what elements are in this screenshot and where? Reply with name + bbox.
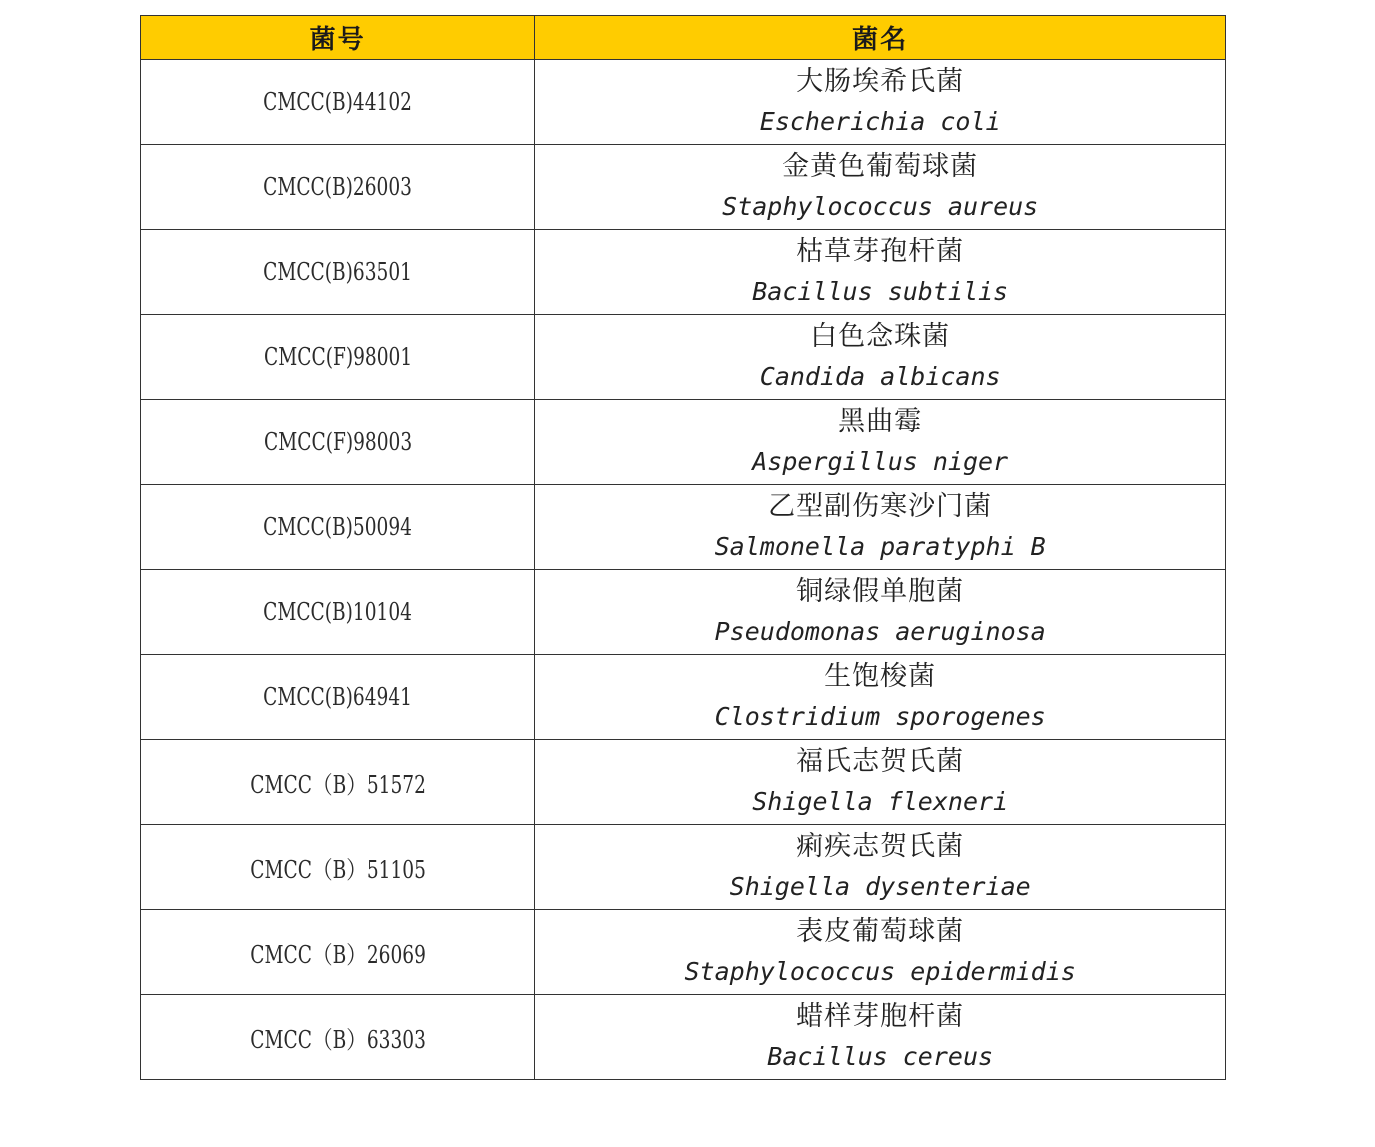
strain-name-chinese: 黑曲霉 bbox=[838, 406, 923, 437]
table-row bbox=[141, 740, 1226, 825]
strain-id: CMCC(B)10104 bbox=[263, 598, 413, 626]
strain-id-cell bbox=[141, 655, 535, 740]
strain-id: CMCC(B)63501 bbox=[263, 258, 413, 286]
strain-name-latin: Escherichia coli bbox=[759, 107, 1001, 136]
strain-name-chinese: 枯草芽孢杆菌 bbox=[796, 236, 965, 267]
strain-name-chinese: 铜绿假单胞菌 bbox=[796, 576, 965, 607]
strain-id: CMCC(B)44102 bbox=[263, 88, 413, 116]
strain-name-chinese: 大肠埃希氏菌 bbox=[796, 66, 965, 97]
table-row bbox=[141, 230, 1226, 315]
strain-name-cell bbox=[535, 825, 1226, 910]
strain-id-cell bbox=[141, 825, 535, 910]
strain-name-cell bbox=[535, 570, 1226, 655]
table-header-row bbox=[141, 16, 1226, 60]
table-row bbox=[141, 910, 1226, 995]
strain-name-chinese: 福氏志贺氏菌 bbox=[796, 746, 965, 777]
strain-name-chinese: 生饱梭菌 bbox=[824, 661, 937, 692]
strain-name-chinese: 乙型副伤寒沙门菌 bbox=[768, 491, 993, 522]
strain-table bbox=[140, 15, 1226, 1080]
strain-id-cell bbox=[141, 230, 535, 315]
strain-name-latin: Shigella flexneri bbox=[752, 787, 1009, 816]
strain-id: CMCC（B）51572 bbox=[249, 770, 426, 799]
table-row bbox=[141, 400, 1226, 485]
strain-name-latin: Candida albicans bbox=[759, 362, 1001, 391]
strain-name-cell bbox=[535, 910, 1226, 995]
strain-name-cell bbox=[535, 230, 1226, 315]
strain-name-cell bbox=[535, 60, 1226, 145]
table-row bbox=[141, 315, 1226, 400]
table-row bbox=[141, 485, 1226, 570]
strain-name-latin: Pseudomonas aeruginosa bbox=[714, 617, 1046, 646]
table-row bbox=[141, 825, 1226, 910]
strain-id: CMCC(B)64941 bbox=[263, 683, 413, 711]
strain-name-latin: Bacillus cereus bbox=[767, 1042, 994, 1071]
strain-name-cell bbox=[535, 315, 1226, 400]
strain-name-latin: Clostridium sporogenes bbox=[714, 702, 1046, 731]
strain-id: CMCC(B)50094 bbox=[263, 513, 413, 541]
strain-name-latin: Salmonella paratyphi B bbox=[714, 532, 1046, 561]
strain-id: CMCC(F)98001 bbox=[263, 343, 412, 371]
strain-name-chinese: 表皮葡萄球菌 bbox=[796, 916, 965, 947]
strain-id-cell bbox=[141, 995, 535, 1080]
header-strain-id: 菌号 bbox=[141, 16, 535, 60]
strain-name-latin: Bacillus subtilis bbox=[752, 277, 1009, 306]
strain-id-cell bbox=[141, 485, 535, 570]
strain-name-chinese: 蜡样芽胞杆菌 bbox=[796, 1001, 965, 1032]
strain-name-cell bbox=[535, 145, 1226, 230]
strain-name-latin: Staphylococcus epidermidis bbox=[684, 957, 1076, 986]
table-row bbox=[141, 60, 1226, 145]
strain-name-cell bbox=[535, 740, 1226, 825]
header-strain-name: 菌名 bbox=[535, 16, 1226, 60]
strain-id-cell bbox=[141, 315, 535, 400]
strain-name-chinese: 白色念珠菌 bbox=[810, 321, 951, 352]
strain-id-cell bbox=[141, 740, 535, 825]
strain-id: CMCC（B）51105 bbox=[249, 855, 426, 884]
strain-id: CMCC（B）26069 bbox=[249, 940, 426, 969]
strain-id-cell bbox=[141, 400, 535, 485]
strain-id: CMCC(F)98003 bbox=[263, 428, 412, 456]
strain-id-cell bbox=[141, 910, 535, 995]
table-row bbox=[141, 995, 1226, 1080]
strain-name-cell bbox=[535, 400, 1226, 485]
strain-name-chinese: 金黄色葡萄球菌 bbox=[782, 151, 979, 182]
strain-id: CMCC（B）63303 bbox=[249, 1025, 426, 1054]
strain-name-cell bbox=[535, 655, 1226, 740]
table-row bbox=[141, 145, 1226, 230]
strain-name-cell bbox=[535, 485, 1226, 570]
strain-name-latin: Staphylococcus aureus bbox=[722, 192, 1039, 221]
strain-name-latin: Shigella dysenteriae bbox=[729, 872, 1031, 901]
strain-id-cell bbox=[141, 570, 535, 655]
strain-name-cell bbox=[535, 995, 1226, 1080]
strain-id-cell bbox=[141, 60, 535, 145]
table-row bbox=[141, 655, 1226, 740]
strain-name-latin: Aspergillus niger bbox=[752, 447, 1009, 476]
strain-name-chinese: 痢疾志贺氏菌 bbox=[796, 831, 965, 862]
strain-id: CMCC(B)26003 bbox=[263, 173, 413, 201]
strain-id-cell bbox=[141, 145, 535, 230]
table-row bbox=[141, 570, 1226, 655]
